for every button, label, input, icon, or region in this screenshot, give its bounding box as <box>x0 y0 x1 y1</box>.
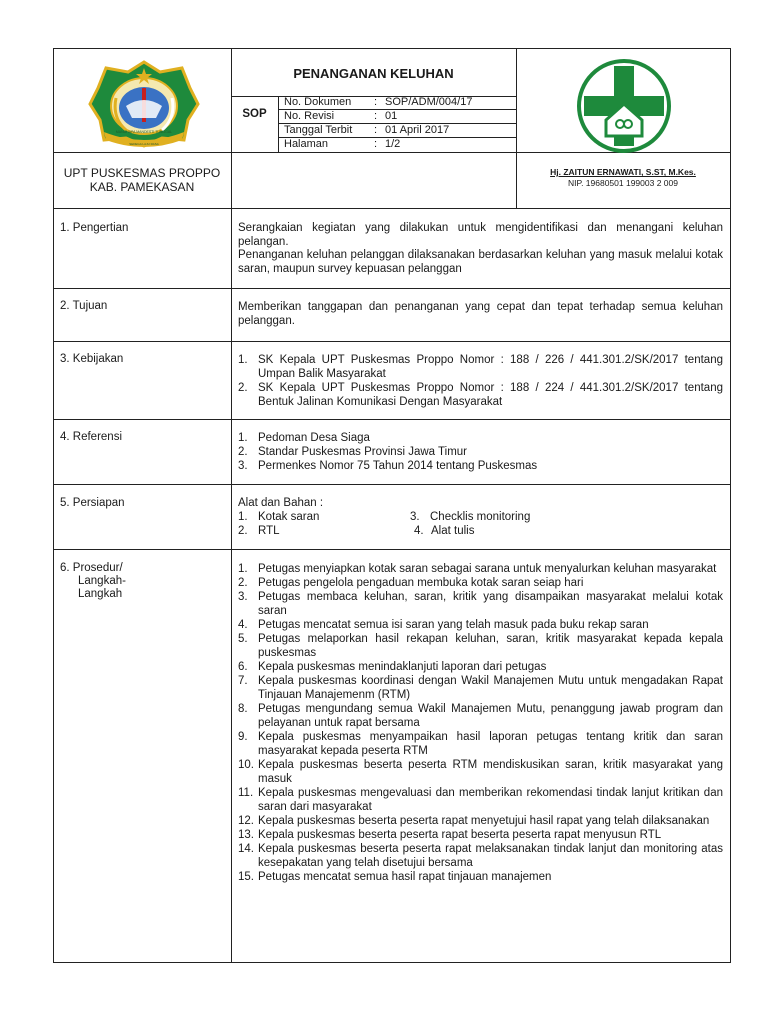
list-item: 4. Alat tulis <box>414 525 475 537</box>
section-2-content: Memberikan tanggapan dan penanganan yang cepat dan tepat terhadap semua keluhan pelanggan. <box>238 301 723 327</box>
list-item: 1. SK Kepala UPT Puskesmas Proppo Nomor : 188 / 226 / 441.301.2/SK/2017 tentang Umpan Balik Masyarakat <box>238 354 723 380</box>
list-item: 15. Petugas mencatat semua hasil rapat tinjauan manajemen <box>238 871 552 883</box>
puskesmas-logo <box>576 58 672 154</box>
section-6-content <box>238 562 723 884</box>
list-item: 7. Kepala puskesmas koordinasi dengan Wakil Manajemen Mutu untuk mengadakan Rapat Tinjauan Manajemenm (RTM) <box>238 675 723 701</box>
list-item: 1. Pedoman Desa Siaga <box>238 432 370 444</box>
section-5-content <box>238 496 723 538</box>
list-item: 9. Kepala puskesmas menyampaikan hasil laporan petugas tentang kritik dan saran masyarakat kepada peserta RTM <box>238 731 723 757</box>
section-1-content: Serangkaian kegiatan yang dilakukan untuk mengidentifikasi dan menangani keluhan pelangan. Penanganan keluhan pelanggan dilaksanakan berdasarkan keluhan yang masuk melalui kotak saran, maupun survey kepuasan pelanggan <box>238 222 723 275</box>
meta-page: Halaman : 1/2 <box>284 138 401 150</box>
list-item: 2. Petugas pengelola pengaduan membuka kotak saran seiap hari <box>238 577 584 589</box>
section-1-label: 1. Pengertian <box>60 222 129 234</box>
list-item: 14. Kepala puskesmas beserta peserta rapat melaksanakan tindak lanjut dan monitoring atas kesepakatan yang telah disetujui bersama <box>238 843 723 869</box>
list-item: 1. Petugas menyiapkan kotak saran sebagai sarana untuk menyalurkan keluhan masyarakat <box>238 563 717 575</box>
regency-logo <box>86 58 202 148</box>
list-item: 2. Standar Puskesmas Provinsi Jawa Timur <box>238 446 467 458</box>
meta-revision: No. Revisi : 01 <box>284 110 398 122</box>
section-3-content <box>238 353 723 409</box>
list-item: 13. Kepala puskesmas beserta peserta rapat beserta peserta rapat menyusun RTL <box>238 829 662 841</box>
list-item: 12. Kepala puskesmas beserta peserta rapat menyetujui hasil rapat yang telah dilaksanakan <box>238 815 710 827</box>
section-4-content <box>238 431 723 473</box>
list-item: 1. Kotak saran <box>238 511 320 523</box>
meta-issue-date: Tanggal Terbit : 01 April 2017 <box>284 124 450 136</box>
materials-intro: Alat dan Bahan : <box>238 497 324 509</box>
section-2-label: 2. Tujuan <box>60 300 108 312</box>
list-item: 2. SK Kepala UPT Puskesmas Proppo Nomor : 188 / 224 / 441.301.2/SK/2017 tentang Bentuk Jalinan Komunikasi Dengan Masyarakat <box>238 382 723 408</box>
list-item: 3. Permenkes Nomor 75 Tahun 2014 tentang Puskesmas <box>238 460 538 472</box>
section-5-label: 5. Persiapan <box>60 497 125 509</box>
list-item: 3. Petugas membaca keluhan, saran, kritik yang disampaikan masyarakat melalui kotak saran <box>238 591 723 617</box>
signatory-name: Hj. ZAITUN ERNAWATI, S.ST, M.Kes. <box>550 167 696 177</box>
section-6-label: 6. Prosedur/ Langkah- Langkah <box>60 562 126 600</box>
list-item: 4. Petugas mencatat semua isi saran yang telah masuk pada buku rekap saran <box>238 619 649 631</box>
signatory <box>516 167 730 189</box>
section-4-label: 4. Referensi <box>60 431 123 443</box>
list-item: 5. Petugas melaporkan hasil rekapan keluhan, saran, kritik masyarakat kepada kepala puskesmas <box>238 633 723 659</box>
logo-motto: MANDHAPA MANDESTI TUNGGAL <box>115 130 173 134</box>
sop-label: SOP <box>242 108 267 120</box>
list-item: 11. Kepala puskesmas mengevaluasi dan memberikan rekomendasi tindak lanjut kritikan dan saran dari masyarakat <box>238 787 723 813</box>
section-3-label: 3. Kebijakan <box>60 353 124 365</box>
logo-submotto: SEDEGA LAJU RASA <box>129 142 159 146</box>
list-item: 8. Petugas mengundang semua Wakil Manajemen Mutu, penanggung jawab program dan pelayanan untuk rapat bersama <box>238 703 723 729</box>
institution-name: UPT PUSKESMAS PROPPO KAB. PAMEKASAN <box>63 166 221 194</box>
list-item: 10. Kepala puskesmas beserta peserta RTM mendiskusikan saran, kritik masyarakat yang masuk <box>238 759 723 785</box>
signatory-nip: NIP. 19680501 199003 2 009 <box>568 178 678 188</box>
list-item: 2. RTL <box>238 525 280 537</box>
document-title: PENANGANAN KELUHAN <box>293 66 454 81</box>
list-item: 6. Kepala puskesmas menindaklanjuti laporan dari petugas <box>238 661 547 673</box>
list-item: 3. Checklis monitoring <box>410 511 531 523</box>
meta-doc-number: No. Dokumen : SOP/ADM/004/17 <box>284 96 473 108</box>
